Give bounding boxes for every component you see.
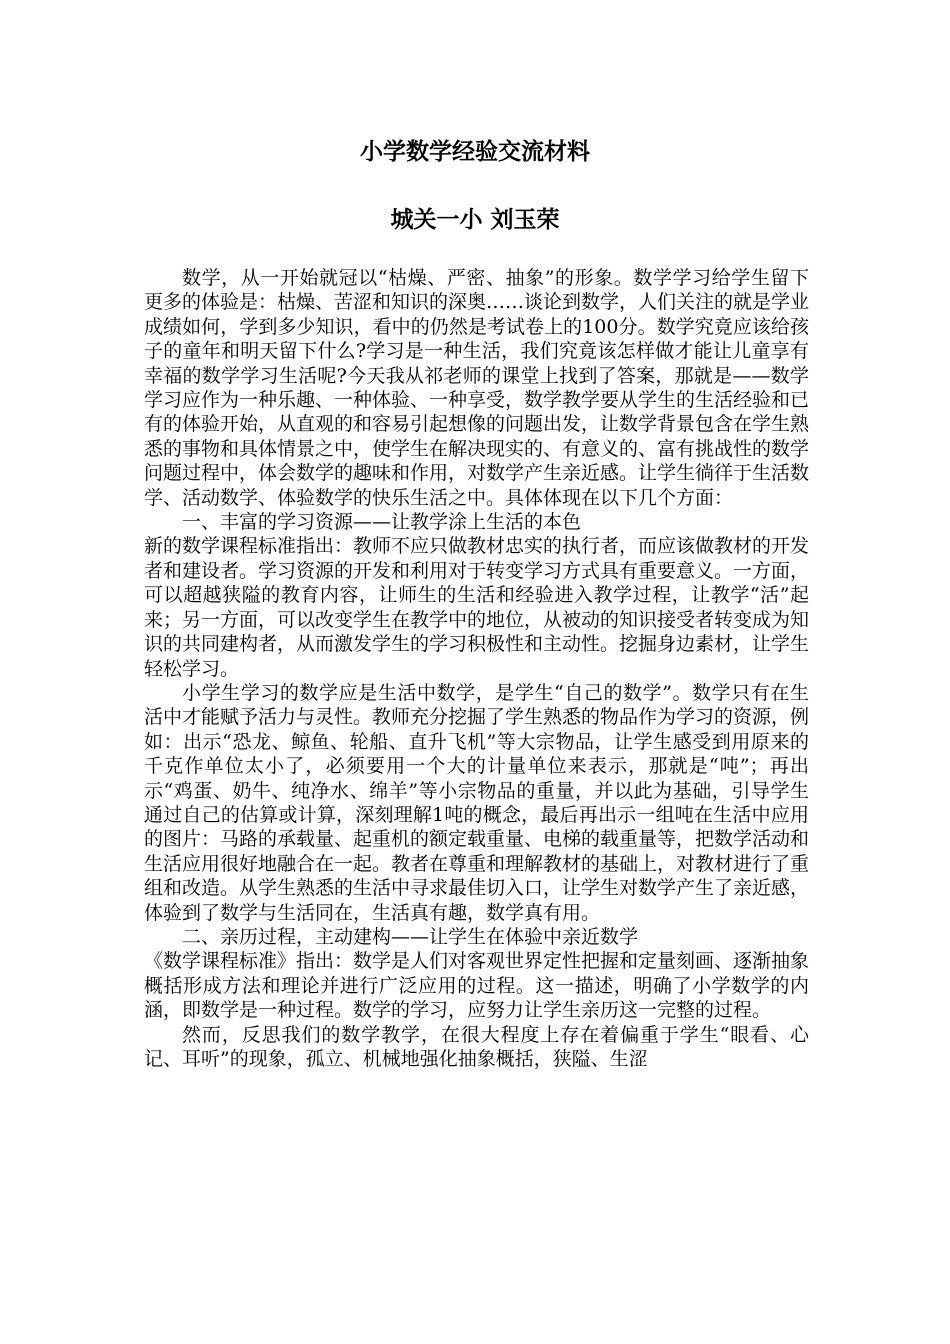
paragraph-intro: 数学，从一开始就冠以“枯燥、严密、抽象”的形象。数学学习给学生留下更多的体验是：枯燥、苦涩和知识的深奥……谈论到数学，人们关注的就是学业成绩如何，学到多少知识，看中的仍然是考试卷上的100分。数学究竟应该给孩子的童年和明天留下什么?学习是一种生活，我们究竟该怎样做才能让儿童享有幸福的数学学习生活呢?今天我从祁老师的课堂上找到了答案，那就是——数学学习应作为一种乐趣、一种体验、一种享受，数学教学要从学生的生活经验和已有的体验开始，从直观的和容易引起想像的问题出发，让数学背景包含在学生熟悉的事物和具体情景之中，使学生在解决现实的、有意义的、富有挑战性的数学问题过程中，体会数学的趣味和作用，对数学产生亲近感。让学生徜徉于生活数学、活动数学、体验数学的快乐生活之中。具体体现在以下几个方面： [144, 267, 810, 509]
paragraph-curriculum: 新的数学课程标准指出：教师不应只做教材忠实的执行者，而应该做教材的开发者和建设者。学习资源的开发和利用对于转变学习方式具有重要意义。一方面，可以超越狭隘的教育内容，让师生的生活和经验进入教学过程，让教学“活”起来；另一方面，可以改变学生在教学中的地位，从被动的知识接受者转变成为知识的共同建构者，从而激发学生的学习积极性和主动性。挖掘身边素材，让学生轻松学习。 [144, 535, 810, 680]
document-author: 城关一小 刘玉荣 [390, 206, 560, 233]
section-heading-2: 二、亲历过程，主动建构——让学生在体验中亲近数学 [182, 925, 639, 948]
document-body [144, 266, 809, 1071]
document-title: 小学数学经验交流材料 [360, 138, 590, 165]
paragraph-standard: 《数学课程标准》指出：数学是人们对客观世界定性把握和定量刻画、逐渐抽象概括形成方法和理论并进行广泛应用的过程。这一描述，明确了小学数学的内涵，即数学是一种过程。数学的学习，应努力让学生亲历这一完整的过程。 [144, 950, 810, 1022]
paragraph-reflection: 然而，反思我们的数学教学，在很大程度上存在着偏重于学生“眼看、心记、耳听”的现象，孤立、机械地强化抽象概括，狭隘、生涩 [144, 1023, 809, 1070]
paragraph-life-math: 小学生学习的数学应是生活中数学，是学生“自己的数学”。数学只有在生活中才能赋予活力与灵性。教师充分挖掘了学生熟悉的物品作为学习的资源，例如：出示“恐龙、鲸鱼、轮船、直升飞机”等大宗物品，让学生感受到用原来的千克作单位太小了，必须要用一个大的计量单位来表示，那就是“吨”；再出示“鸡蛋、奶牛、纯净水、绵羊”等小宗物品的重量，并以此为基础，引导学生通过自己的估算或计算，深刻理解1吨的概念，最后再出示一组吨在生活中应用的图片：马路的承载量、起重机的额定载重量、电梯的载重量等，把数学活动和生活应用很好地融合在一起。教者在尊重和理解教材的基础上，对教材进行了重组和改造。从学生熟悉的生活中寻求最佳切入口，让学生对数学产生了亲近感，体验到了数学与生活同在，生活真有趣，数学真有用。 [144, 681, 810, 924]
section-heading-1: 一、丰富的学习资源——让教学涂上生活的本色 [182, 511, 582, 534]
